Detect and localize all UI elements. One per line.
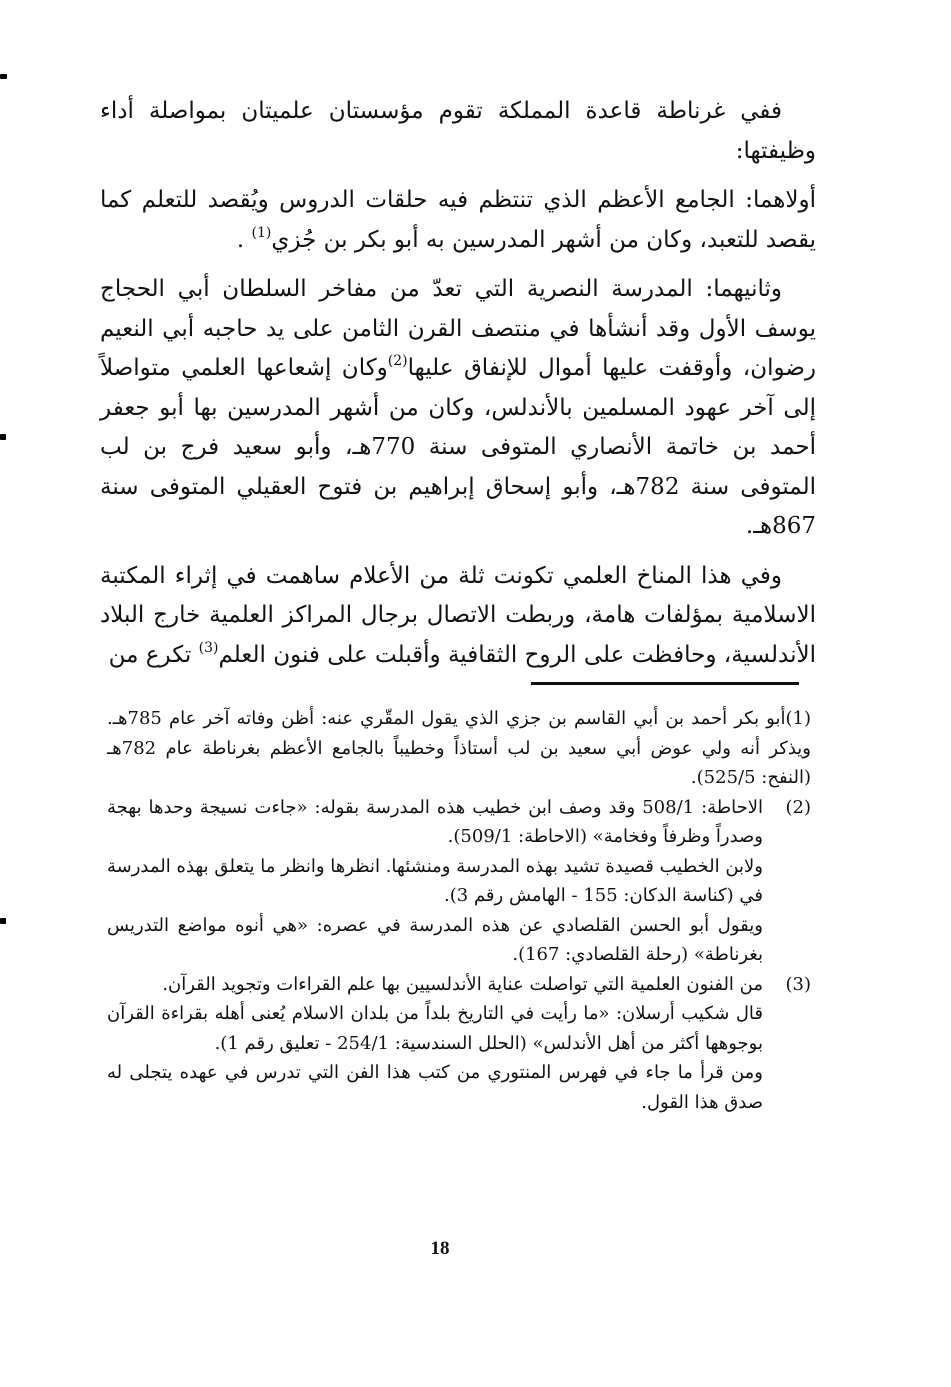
page-number: 18 <box>430 1238 450 1259</box>
paragraph-2-end: . <box>236 226 245 253</box>
main-text <box>100 92 816 683</box>
footnote-2-text-3: ويقول أبو الحسن القلصادي عن هذه المدرسة في عصره: «هي أنوه مواضع التدريس بغرناطة» (رحلة القلصادي: 167). <box>107 914 763 965</box>
footnote-2-body <box>107 793 763 970</box>
scan-mark-middle <box>0 434 6 440</box>
footnote-2-text-1: الاحاطة: 508/1 وقد وصف ابن خطيب هذه المدرسة بقوله: «جاءت نسيجة وحدها بهجة وصدراً وظرفاً وفخامة» (الاحاطة: 509/1). <box>107 796 763 847</box>
paragraph-1 <box>100 92 816 171</box>
paragraph-3 <box>100 270 816 547</box>
footnote-3-text-2: قال شكيب أرسلان: «ما رأيت في التاريخ بلداً من بلدان الاسلام يُعنى أهله بقراءة القرآن بوجوهها أكثر من أهل الأندلس» (الحلل السندسية: 254/1 - تعليق رقم 1). <box>107 1003 763 1054</box>
footnote-ref-1[interactable]: (1) <box>251 224 272 241</box>
footnote-ref-3[interactable]: (3) <box>198 639 219 656</box>
footnote-1-number: (1) <box>785 708 811 729</box>
footnote-ref-2[interactable]: (2) <box>387 353 408 369</box>
paragraph-3-text-b: وكان إشعاعها العلمي متواصلاً إلى آخر عهود المسلمين بالأندلس، وكان من أشهر المدرسين بها أبو جعفر أحمد بن خاتمة الأنصاري المتوفى سنة 770هـ، وأبو سعيد فرج بن لب المتوفى سنة 782هـ، وأبو إسحاق إبراهيم بن فتوح العقيلي المتوفى سنة 867هـ. <box>100 355 816 539</box>
paragraph-4-text-b: تكرع من <box>108 641 192 668</box>
paragraph-2 <box>100 181 816 260</box>
paragraph-4 <box>100 557 816 676</box>
footnote-3-text-1: من الفنون العلمية التي تواصلت عناية الأندلسيين بها علم القراءات وتجويد القرآن. <box>162 973 763 995</box>
scan-mark-top <box>0 74 7 79</box>
paragraph-3-text-a: وثانيهما: المدرسة النصرية التي تعدّ من مفاخر السلطان أبي الحجاج يوسف الأول وقد أنشأها في منتصف القرن الثامن على يد حاجبه أبي النعيم رضوان، وأوقفت عليها أموال للإنفاق عليها <box>100 276 816 381</box>
footnote-3 <box>107 970 811 1118</box>
footnote-1 <box>107 704 811 793</box>
footnote-2-text-2: ولابن الخطيب قصيدة تشيد بهذه المدرسة ومنشئها. انظرها وانظر ما يتعلق بهذه المدرسة في (كناسة الدكان: 155 - الهامش رقم 3). <box>107 855 763 906</box>
footnote-1-paragraph <box>107 704 811 793</box>
footnote-separator <box>531 682 799 685</box>
footnotes <box>107 704 811 1117</box>
footnote-3-number: (3) <box>785 973 811 995</box>
footnote-3-text-3: ومن قرأ ما جاء في فهرس المنتوري من كتب هذا الفن التي تدرس في عهده يتجلى له صدق هذا القول. <box>107 1062 763 1113</box>
paragraph-4-text-a: وفي هذا المناخ العلمي تكونت ثلة من الأعلام ساهمت في إثراء المكتبة الاسلامية بمؤلفات هامة، وربطت الاتصال برجال المراكز العلمية خارج البلاد الأندلسية، وحافظت على الروح الثقافية وأقبلت على فنون العلم <box>100 562 816 668</box>
footnote-1-text: أبو بكر أحمد بن أبي القاسم بن جزي الذي يقول المقّري عنه: أظن وفاته آخر عام 785هـ. ويذكر أنه ولي عوض أبي سعيد بن لب أستاذاً وخطيباً بالجامع الأعظم بغرناطة عام 782هـ (النفح: 525/5). <box>107 708 811 788</box>
paragraph-1-text: ففي غرناطة قاعدة المملكة تقوم مؤسستان علميتان بمواصلة أداء وظيفتها: <box>100 98 816 164</box>
footnote-2 <box>107 793 811 970</box>
footnote-1-body <box>107 704 811 793</box>
footnote-2-number: (2) <box>785 796 811 818</box>
scan-mark-bottom <box>0 918 6 924</box>
paragraph-2-text: أولاهما: الجامع الأعظم الذي تنتظم فيه حلقات الدروس ويُقصد للتعلم كما يقصد للتعبد، وكان من أشهر المدرسين به أبو بكر بن جُزي <box>100 187 816 253</box>
footnote-3-body <box>107 970 763 1118</box>
